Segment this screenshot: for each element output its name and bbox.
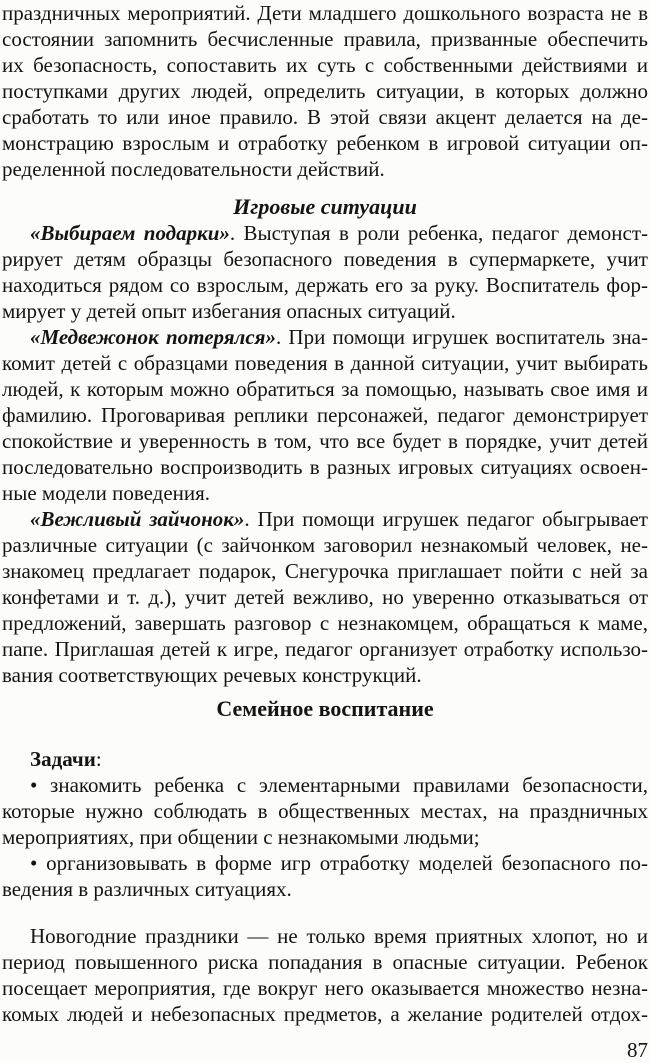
body-text: посещает мероприятия, где вокруг него оказывается множество незна-: [2, 976, 648, 1000]
paragraph-tasks-label: [2, 746, 648, 772]
text-line: [2, 923, 648, 949]
bullet-item-1: [2, 772, 648, 850]
body-text: конфетами и т. д.), учит детей вежливо, но уверенно отказываться от: [2, 585, 648, 609]
text-line: [2, 298, 648, 324]
paragraph-new-year-holidays: [2, 923, 648, 1027]
paragraph-medvezhonok-poteryalsya: [2, 324, 648, 506]
text-line: [2, 26, 648, 52]
body-text: последовательно воспроизводить в разных игровых ситуациях освоен-: [2, 455, 648, 479]
body-text: ведения в различных ситуациях.: [2, 877, 292, 901]
body-text: праздничных мероприятий. Дети младшего дошкольного возраста не в: [2, 1, 648, 25]
text-line: [2, 350, 648, 376]
emphasized-text: «Вежливый зайчонок»: [30, 507, 245, 531]
text-line: [2, 0, 648, 26]
body-text: их безопасность, сопоставить их суть с собственными действиями и: [2, 53, 648, 77]
body-text: :: [95, 747, 102, 771]
text-line: [2, 324, 648, 350]
text-line: [2, 220, 648, 246]
bullet-item-2: [2, 850, 648, 902]
body-text: комит детей с образцами поведения в данной ситуации, учит выбирать: [2, 351, 648, 375]
text-line: [2, 52, 648, 78]
text-line: [2, 949, 648, 975]
body-text: . При помощи игрушек воспитатель зна-: [275, 325, 648, 349]
body-text: мероприятиях, при общении с незнакомыми людьми;: [2, 825, 480, 849]
body-text: которые нужно соблюдать в общественных местах, на праздничных: [2, 799, 648, 823]
text-line: [2, 824, 648, 850]
body-text: знакомец предлагает подарок, Снегурочка приглашает пойти с ней за: [2, 559, 648, 583]
body-text: Новогодние праздники — не только время приятных хлопот, но и: [30, 924, 648, 948]
text-line: [2, 850, 648, 876]
text-line: [2, 246, 648, 272]
paragraph-vybiraem-podarki: [2, 220, 648, 324]
text-line: [2, 78, 648, 104]
body-text: ределенной последовательности действий.: [2, 157, 385, 181]
text-line: [2, 610, 648, 636]
text-line: [2, 798, 648, 824]
emphasized-text: Задачи: [30, 747, 96, 771]
text-line: [2, 402, 648, 428]
body-text: . При помощи игрушек педагог обыгрывает: [244, 507, 648, 531]
body-text: . Выступая в роли ребенка, педагог демонст-: [229, 221, 648, 245]
page-number: 87: [627, 1038, 648, 1062]
body-text: находиться рядом со взрослым, держать его за руку. Воспитатель фор-: [2, 273, 648, 297]
text-line: [2, 636, 648, 662]
body-text: сработать то или иное правило. В этой связи акцент делается на де-: [2, 105, 648, 129]
paragraph-vezhlivyj-zajchonok: [2, 506, 648, 688]
emphasized-text: «Медвежонок потерялся»: [30, 325, 276, 349]
body-text: • организовывать в форме игр отработку моделей безопасного по-: [30, 851, 648, 875]
body-text: папе. Приглашая детей к игре, педагог организует отработку использо-: [2, 637, 648, 661]
text-line: [2, 975, 648, 1001]
text-line: [2, 130, 648, 156]
emphasized-text: «Выбираем подарки»: [30, 221, 230, 245]
text-line: [2, 480, 648, 506]
game-situations-heading: Игровые ситуации: [233, 194, 417, 219]
body-text: комых людей и небезопасных предметов, а желание родителей отдох-: [2, 1002, 648, 1026]
body-text: поступками других людей, определить ситуации, в которых должно: [2, 79, 648, 103]
page-content: [2, 0, 648, 1027]
text-line: [2, 584, 648, 610]
text-line: [2, 156, 648, 182]
text-line: [2, 876, 648, 902]
body-text: различные ситуации (с зайчонком заговорил незнакомый человек, не-: [2, 533, 648, 557]
body-text: монстрацию взрослым и отработку ребенком в игровой ситуации оп-: [2, 131, 648, 155]
text-line: [2, 772, 648, 798]
body-text: ные модели поведения.: [2, 481, 211, 505]
text-line: [2, 532, 648, 558]
text-line: [2, 558, 648, 584]
text-line: [2, 746, 648, 772]
body-text: период повышенного риска попадания в опасные ситуации. Ребенок: [2, 950, 648, 974]
text-line: [2, 1001, 648, 1027]
paragraph-intro-continuation: [2, 0, 648, 182]
text-line: [2, 376, 648, 402]
body-text: предложений, завершать разговор с незнакомцем, обращаться к маме,: [2, 611, 648, 635]
body-text: состоянии запомнить бесчисленные правила, призванные обеспечить: [2, 27, 648, 51]
family-education-heading: Семейное воспитание: [216, 696, 434, 721]
body-text: мирует у детей опыт избегания опасных ситуаций.: [2, 299, 456, 323]
body-text: фамилию. Проговаривая реплики персонажей, педагог демонстрирует: [2, 403, 648, 427]
body-text: рирует детям образцы безопасного поведения в супермаркете, учит: [2, 247, 648, 271]
text-line: [2, 428, 648, 454]
body-text: людей, к которым можно обратиться за помощью, называть свое имя и: [2, 377, 648, 401]
text-line: [2, 506, 648, 532]
text-line: [2, 272, 648, 298]
text-line: [2, 662, 648, 688]
body-text: вания соответствующих речевых конструкций.: [2, 663, 422, 687]
text-line: [2, 104, 648, 130]
text-line: [2, 454, 648, 480]
body-text: спокойствие и уверенность в том, что все будет в порядке, учит детей: [2, 429, 648, 453]
body-text: • знакомить ребенка с элементарными правилами безопасности,: [30, 773, 648, 797]
